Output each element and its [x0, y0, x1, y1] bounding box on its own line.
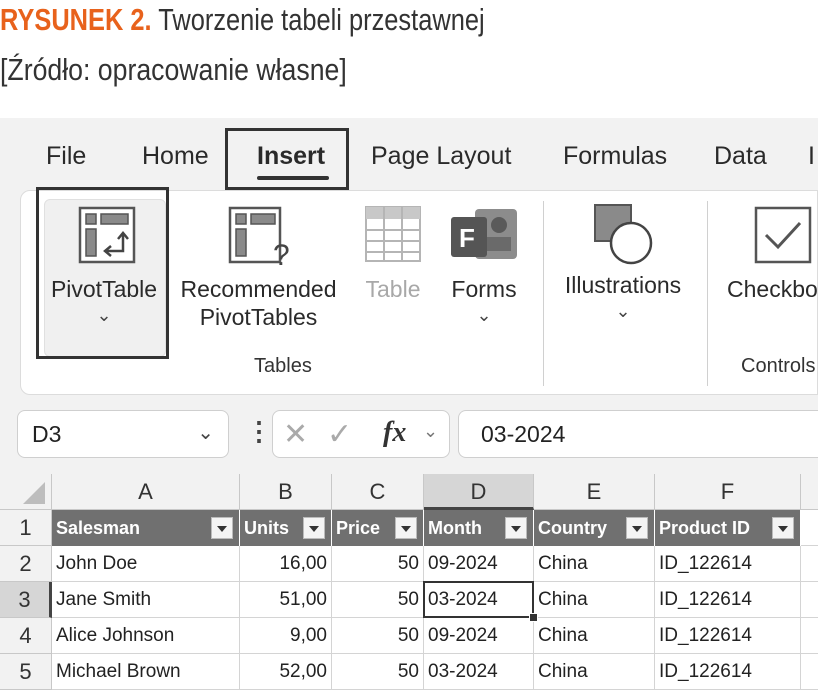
illustrations-button[interactable] — [553, 271, 693, 321]
table-icon — [364, 205, 422, 263]
table-header-cell[interactable] — [240, 510, 332, 546]
menu-bar — [0, 118, 818, 190]
column-header-f[interactable]: F — [655, 474, 801, 510]
cell-b4[interactable]: 9,00 — [240, 618, 332, 654]
chevron-down-icon: ⌄ — [615, 301, 631, 321]
svg-text:F: F — [459, 223, 475, 253]
tab-formulas[interactable]: Formulas — [563, 142, 668, 170]
forms-button[interactable] — [439, 275, 529, 325]
tab-overflow[interactable]: I — [808, 142, 815, 170]
insert-highlight-box — [225, 128, 349, 190]
row-header-4[interactable]: 4 — [0, 618, 52, 654]
cell-e5[interactable]: China — [534, 654, 655, 690]
cell-e3[interactable]: China — [534, 582, 655, 618]
cell-b2[interactable]: 16,00 — [240, 546, 332, 582]
filter-dropdown-icon[interactable] — [211, 517, 233, 539]
group-divider — [543, 201, 544, 386]
filter-dropdown-icon[interactable] — [772, 517, 794, 539]
table-header-cell[interactable] — [332, 510, 424, 546]
cell-partial[interactable] — [801, 654, 818, 690]
pivottable-highlight-box — [36, 187, 169, 359]
tab-page-layout[interactable]: Page Layout — [371, 142, 512, 170]
tab-home[interactable]: Home — [142, 142, 209, 170]
cell-d2[interactable]: 09-2024 — [424, 546, 534, 582]
cell-f3[interactable]: ID_122614 — [655, 582, 801, 618]
checkbox-button[interactable] — [727, 275, 818, 303]
filter-dropdown-icon[interactable] — [395, 517, 417, 539]
table-header-cell[interactable] — [655, 510, 801, 546]
figure-source: [Źródło: opracowanie własne] — [0, 52, 347, 87]
formula-controls — [272, 410, 450, 458]
cell-partial[interactable] — [801, 510, 818, 546]
tab-insert[interactable]: Insert — [257, 142, 326, 170]
more-options-icon[interactable]: ⋮ — [246, 416, 272, 446]
cell-c5[interactable]: 50 — [332, 654, 424, 690]
cell-c2[interactable]: 50 — [332, 546, 424, 582]
figure-title: Tworzenie tabeli przestawnej — [158, 2, 485, 37]
excel-screenshot — [0, 118, 818, 691]
spreadsheet-grid — [0, 474, 818, 691]
insert-function-icon[interactable]: fx — [383, 417, 407, 448]
cell-b3[interactable]: 51,00 — [240, 582, 332, 618]
chevron-down-icon[interactable]: ⌄ — [197, 422, 214, 444]
recommended-label-line2: PivotTables — [199, 304, 318, 330]
pivottable-label: PivotTable — [50, 276, 158, 302]
cell-a4[interactable]: Alice Johnson — [52, 618, 240, 654]
header-label: Month — [428, 518, 482, 538]
recommended-pivottables-button[interactable] — [171, 275, 346, 331]
tab-file[interactable]: File — [46, 142, 87, 170]
table-label: Table — [365, 276, 421, 302]
filter-dropdown-icon[interactable] — [505, 517, 527, 539]
fill-handle[interactable] — [529, 613, 538, 622]
header-label: Product ID — [659, 518, 751, 538]
cancel-icon[interactable]: ✕ — [283, 418, 309, 451]
tab-data[interactable]: Data — [714, 142, 767, 170]
table-button[interactable] — [354, 275, 432, 303]
group-divider — [707, 201, 708, 386]
column-header-d[interactable]: D — [424, 474, 534, 510]
table-header-cell[interactable] — [424, 510, 534, 546]
cell-a2[interactable]: John Doe — [52, 546, 240, 582]
chevron-down-icon: ⌄ — [96, 305, 112, 325]
header-label: Units — [244, 518, 289, 538]
header-label: Country — [538, 518, 607, 538]
tables-group-label: Tables — [254, 355, 312, 377]
cell-f5[interactable]: ID_122614 — [655, 654, 801, 690]
header-label: Price — [336, 518, 381, 538]
enter-icon[interactable]: ✓ — [327, 418, 353, 451]
checkbox-icon — [753, 205, 813, 265]
chevron-down-icon: ⌄ — [476, 305, 492, 325]
cell-b5[interactable]: 52,00 — [240, 654, 332, 690]
illustrations-label: Illustrations — [564, 272, 682, 298]
cell-c4[interactable]: 50 — [332, 618, 424, 654]
checkbox-label: Checkbo — [727, 276, 818, 302]
forms-label: Forms — [451, 276, 517, 302]
cell-d4[interactable]: 09-2024 — [424, 618, 534, 654]
cell-e4[interactable]: China — [534, 618, 655, 654]
filter-dropdown-icon[interactable] — [303, 517, 325, 539]
svg-text:?: ? — [273, 239, 290, 271]
row-header-2[interactable]: 2 — [0, 546, 52, 582]
caption-title-line — [0, 2, 485, 38]
cell-f2[interactable]: ID_122614 — [655, 546, 801, 582]
recommended-label-line1: Recommended — [180, 276, 337, 302]
name-box[interactable] — [17, 410, 229, 458]
row-header-5[interactable]: 5 — [0, 654, 52, 690]
cell-a3[interactable]: Jane Smith — [52, 582, 240, 618]
figure-caption — [0, 0, 818, 115]
cell-c3[interactable]: 50 — [332, 582, 424, 618]
cell-f4[interactable]: ID_122614 — [655, 618, 801, 654]
cell-d5[interactable]: 03-2024 — [424, 654, 534, 690]
illustrations-icon — [587, 201, 661, 267]
name-box-value: D3 — [32, 421, 62, 447]
cell-e2[interactable]: China — [534, 546, 655, 582]
filter-dropdown-icon[interactable] — [626, 517, 648, 539]
recommended-pivottables-icon — [227, 205, 293, 271]
table-header-cell[interactable] — [52, 510, 240, 546]
column-header-e[interactable]: E — [534, 474, 655, 510]
cell-a5[interactable]: Michael Brown — [52, 654, 240, 690]
cell-partial[interactable] — [801, 618, 818, 654]
row-header-3[interactable]: 3 — [0, 582, 52, 618]
table-header-cell[interactable] — [534, 510, 655, 546]
cell-partial[interactable] — [801, 582, 818, 618]
figure-number: RYSUNEK 2. — [0, 2, 152, 37]
column-header-b[interactable]: B — [240, 474, 332, 510]
cell-d3[interactable]: 03-2024 — [424, 582, 534, 618]
formula-bar — [0, 396, 818, 474]
row-header-1[interactable]: 1 — [0, 510, 52, 546]
chevron-down-icon[interactable]: ⌄ — [423, 421, 439, 441]
column-header-a[interactable]: A — [52, 474, 240, 510]
cell-partial[interactable] — [801, 546, 818, 582]
header-label: Salesman — [56, 518, 141, 538]
controls-group-label: Controls — [741, 355, 816, 377]
formula-input[interactable] — [458, 410, 818, 458]
column-header-c[interactable]: C — [332, 474, 424, 510]
column-header-partial[interactable] — [801, 474, 818, 510]
forms-icon — [447, 203, 521, 267]
formula-value: 03-2024 — [481, 421, 566, 447]
select-all-corner[interactable] — [0, 474, 52, 510]
